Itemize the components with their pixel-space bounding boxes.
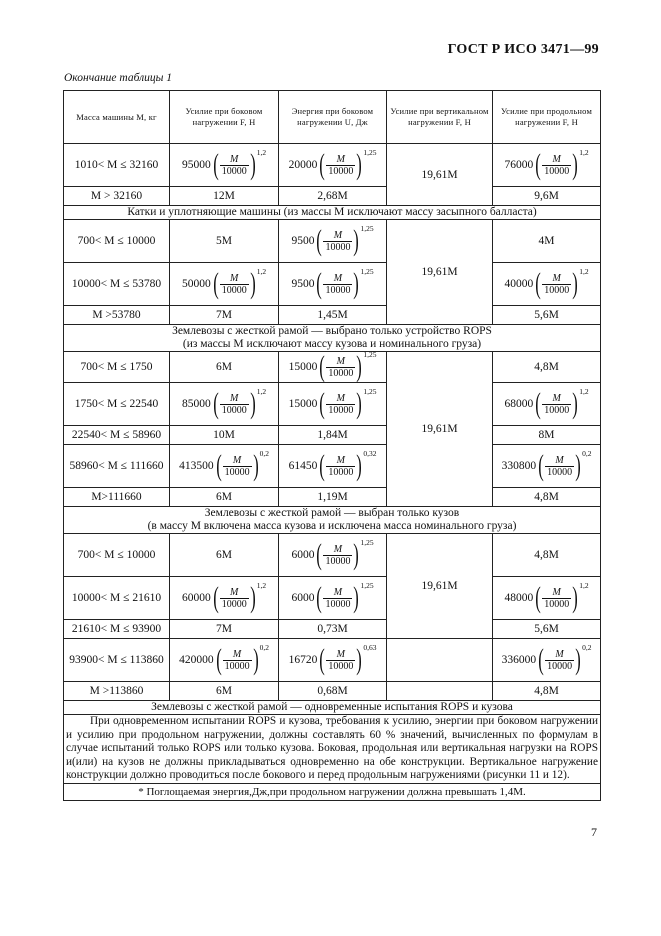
formula-cell bbox=[279, 445, 387, 488]
formula-cell bbox=[493, 577, 601, 620]
mass-cell: 21610< M ≤ 93900 bbox=[64, 620, 170, 639]
mass-cell: M >113860 bbox=[64, 682, 170, 701]
formula-paren: ) bbox=[356, 449, 363, 482]
formula-fraction bbox=[326, 393, 355, 416]
formula-fraction bbox=[542, 587, 571, 610]
formula-cell bbox=[493, 144, 601, 187]
formula-cell bbox=[279, 577, 387, 620]
formula-coefficient: 336000 bbox=[501, 654, 537, 666]
formula-paren: ( bbox=[535, 148, 541, 181]
section-title-line: Землевозы с жесткой рамой — выбран только кузов bbox=[204, 507, 460, 519]
formula bbox=[182, 269, 266, 299]
formula-exponent: 1,25 bbox=[363, 387, 377, 396]
table-row bbox=[64, 306, 601, 325]
formula bbox=[291, 269, 373, 299]
formula-coefficient: 15000 bbox=[288, 398, 318, 410]
formula bbox=[291, 583, 373, 613]
formula bbox=[291, 540, 373, 570]
formula-numerator: M bbox=[232, 648, 242, 660]
formula-cell bbox=[279, 534, 387, 577]
mass-cell: 700< M ≤ 1750 bbox=[64, 352, 170, 383]
value-cell: 12M bbox=[170, 187, 279, 206]
formula-coefficient: 48000 bbox=[504, 592, 534, 604]
formula-paren: ) bbox=[572, 387, 578, 420]
mass-cell: 1750< M ≤ 22540 bbox=[64, 383, 170, 426]
table-caption: Окончание таблицы 1 bbox=[64, 72, 172, 84]
table-row bbox=[64, 220, 601, 263]
formula-paren: ) bbox=[572, 581, 578, 614]
formula-coefficient: 9500 bbox=[291, 278, 315, 290]
formula-numerator: M bbox=[333, 586, 343, 598]
section-title: Катки и уплотняющие машины (из массы M исключают массу засыпного балласта) bbox=[64, 206, 601, 220]
formula-cell bbox=[279, 639, 387, 682]
formula-coefficient: 68000 bbox=[504, 398, 534, 410]
column-header: Энергия при боковом нагружении U, Дж bbox=[279, 91, 387, 144]
formula-denominator: 10000 bbox=[325, 598, 351, 610]
formula-paren: ) bbox=[353, 224, 360, 257]
vertical-force-cell: 19,61M bbox=[387, 352, 493, 507]
formula-paren: ) bbox=[249, 387, 256, 420]
formula-coefficient: 95000 bbox=[181, 159, 211, 171]
formula-exponent: 0,2 bbox=[259, 449, 269, 458]
formula-cell bbox=[279, 220, 387, 263]
formula-paren: ( bbox=[319, 643, 326, 676]
formula-paren: ( bbox=[212, 387, 219, 420]
footnote: * Поглощаемая энергия,Дж,при продольном нагружении должна превышать 1,4M. bbox=[64, 783, 601, 800]
requirements-table bbox=[63, 90, 601, 801]
value-cell: 8M bbox=[493, 426, 601, 445]
section-title: Землевозы с жесткой рамой — одновременные испытания ROPS и кузова bbox=[64, 701, 601, 715]
formula bbox=[289, 352, 377, 382]
vertical-force-cell: 19,61M bbox=[387, 144, 493, 206]
note-cell bbox=[64, 715, 601, 784]
value-cell: 0,68M bbox=[279, 682, 387, 701]
section-title-line: (из массы M исключают массу кузова и номинального груза) bbox=[182, 338, 482, 350]
formula-exponent: 1,25 bbox=[360, 538, 374, 547]
formula-denominator: 10000 bbox=[325, 284, 351, 296]
mass-cell: 700< M ≤ 10000 bbox=[64, 220, 170, 263]
table-header-row bbox=[64, 91, 601, 144]
formula-exponent: 1,25 bbox=[363, 350, 377, 359]
formula-cell bbox=[170, 383, 279, 426]
value-cell: 4M bbox=[493, 220, 601, 263]
formula-denominator: 10000 bbox=[544, 598, 570, 610]
formula-coefficient: 9500 bbox=[291, 235, 315, 247]
formula bbox=[289, 150, 377, 180]
formula-fraction bbox=[542, 154, 571, 177]
column-header: Усилие при вертикальном нагружении F, Н bbox=[387, 91, 493, 144]
formula-paren: ( bbox=[535, 581, 541, 614]
formula-cell bbox=[170, 639, 279, 682]
formula-paren: ) bbox=[572, 148, 578, 181]
note-paragraph: При одновременном испытании ROPS и кузова, требования к усилию, энергии при боковом нагружении и усилию при продольном нагружении, должны составлять 60 % значений, вычисленных по формулам в случае испытаний только ROPS или только кузова. Боковая, продольная или вертикальная нагрузки на ROPS и(или) на кузов не должны прикладываться одновременно на обе конструкции. Вертикальное нагружение конструкции должно проводиться после бокового и перед продольным нагружениями (рисунки 11 и 12). bbox=[66, 715, 598, 781]
formula-cell bbox=[279, 383, 387, 426]
formula-exponent: 1,2 bbox=[579, 148, 589, 157]
formula-cell bbox=[170, 577, 279, 620]
formula-paren: ) bbox=[249, 267, 256, 300]
formula-coefficient: 50000 bbox=[181, 278, 211, 290]
formula-numerator: M bbox=[336, 648, 345, 660]
formula-exponent: 0,2 bbox=[582, 643, 592, 652]
formula-coefficient: 20000 bbox=[288, 159, 318, 171]
formula-exponent: 1,25 bbox=[360, 581, 374, 590]
formula-denominator: 10000 bbox=[544, 404, 570, 416]
formula-coefficient: 15000 bbox=[288, 361, 318, 373]
formula-numerator: M bbox=[232, 454, 242, 466]
value-cell: 6M bbox=[170, 352, 279, 383]
formula-numerator: M bbox=[230, 153, 239, 165]
formula-numerator: M bbox=[230, 586, 239, 598]
section-title bbox=[64, 325, 601, 352]
section-title bbox=[64, 507, 601, 534]
formula-exponent: 0,32 bbox=[363, 449, 377, 458]
formula-denominator: 10000 bbox=[221, 404, 247, 416]
formula bbox=[182, 150, 266, 180]
mass-cell: M > 32160 bbox=[64, 187, 170, 206]
formula-denominator: 10000 bbox=[328, 466, 354, 478]
formula-numerator: M bbox=[552, 586, 561, 598]
formula-cell bbox=[279, 352, 387, 383]
formula-denominator: 10000 bbox=[328, 367, 354, 379]
formula-fraction bbox=[220, 393, 249, 416]
formula-fraction bbox=[323, 587, 352, 610]
formula-numerator: M bbox=[230, 392, 239, 404]
formula-fraction bbox=[326, 455, 355, 478]
formula-paren: ) bbox=[252, 643, 259, 676]
formula bbox=[291, 226, 373, 256]
formula-exponent: 1,25 bbox=[363, 148, 377, 157]
formula bbox=[504, 389, 588, 419]
formula-numerator: M bbox=[230, 272, 239, 284]
formula-paren: ( bbox=[212, 581, 219, 614]
formula-denominator: 10000 bbox=[221, 598, 247, 610]
formula-numerator: M bbox=[333, 229, 343, 241]
formula-paren: ( bbox=[319, 387, 326, 420]
empty-cell bbox=[387, 639, 493, 682]
formula-numerator: M bbox=[555, 454, 564, 466]
value-cell: 10M bbox=[170, 426, 279, 445]
value-cell: 1,45M bbox=[279, 306, 387, 325]
value-cell: 6M bbox=[170, 682, 279, 701]
formula-paren: ( bbox=[535, 387, 541, 420]
formula-paren: ( bbox=[319, 148, 326, 181]
formula-fraction bbox=[545, 649, 574, 672]
formula-denominator: 10000 bbox=[328, 165, 354, 177]
formula-paren: ) bbox=[353, 581, 360, 614]
formula-denominator: 10000 bbox=[328, 660, 354, 672]
value-cell: 4,8M bbox=[493, 682, 601, 701]
formula-paren: ( bbox=[316, 224, 323, 257]
value-cell: 2,68M bbox=[279, 187, 387, 206]
formula-exponent: 1,2 bbox=[579, 387, 589, 396]
formula-denominator: 10000 bbox=[547, 466, 573, 478]
formula-paren: ) bbox=[249, 581, 256, 614]
formula-paren: ( bbox=[535, 267, 541, 300]
formula bbox=[179, 645, 269, 675]
table-row bbox=[64, 445, 601, 488]
formula-paren: ( bbox=[538, 449, 544, 482]
formula-coefficient: 330800 bbox=[501, 460, 537, 472]
formula-paren: ( bbox=[319, 350, 326, 383]
vertical-force-cell: 19,61M bbox=[387, 220, 493, 325]
value-cell: 5M bbox=[170, 220, 279, 263]
mass-cell: 10000< M ≤ 21610 bbox=[64, 577, 170, 620]
formula-denominator: 10000 bbox=[547, 660, 573, 672]
formula-paren: ( bbox=[212, 267, 219, 300]
value-cell: 5,6M bbox=[493, 306, 601, 325]
formula bbox=[179, 451, 269, 481]
formula-denominator: 10000 bbox=[325, 241, 351, 253]
formula-fraction bbox=[545, 455, 574, 478]
formula-exponent: 1,2 bbox=[256, 387, 267, 396]
formula-cell bbox=[493, 639, 601, 682]
vertical-force-cell: 19,61M bbox=[387, 534, 493, 639]
formula-exponent: 1,2 bbox=[579, 581, 589, 590]
formula-paren: ) bbox=[572, 267, 578, 300]
formula-coefficient: 16720 bbox=[288, 654, 318, 666]
formula-exponent: 1,2 bbox=[256, 148, 267, 157]
formula-fraction bbox=[223, 649, 252, 672]
formula-paren: ( bbox=[316, 267, 323, 300]
formula-fraction bbox=[542, 273, 571, 296]
formula-numerator: M bbox=[552, 272, 561, 284]
value-cell: 0,73M bbox=[279, 620, 387, 639]
formula-exponent: 1,2 bbox=[256, 581, 267, 590]
formula-cell bbox=[170, 144, 279, 187]
section-title-line: (в массу M включена масса кузова и исключена масса номинального груза) bbox=[147, 520, 517, 532]
column-header: Масса машины M, кг bbox=[64, 91, 170, 144]
value-cell: 4,8M bbox=[493, 488, 601, 507]
formula-coefficient: 76000 bbox=[504, 159, 534, 171]
formula-coefficient: 85000 bbox=[181, 398, 211, 410]
formula-fraction bbox=[323, 230, 352, 253]
mass-cell: 93900< M ≤ 113860 bbox=[64, 639, 170, 682]
formula-fraction bbox=[220, 154, 249, 177]
formula-denominator: 10000 bbox=[544, 165, 570, 177]
formula-denominator: 10000 bbox=[328, 404, 354, 416]
formula-exponent: 0,63 bbox=[363, 643, 377, 652]
formula-paren: ) bbox=[575, 449, 581, 482]
formula-paren: ) bbox=[356, 387, 363, 420]
formula-denominator: 10000 bbox=[221, 165, 247, 177]
mass-cell: 700< M ≤ 10000 bbox=[64, 534, 170, 577]
table-row bbox=[64, 187, 601, 206]
formula-paren: ) bbox=[252, 449, 259, 482]
formula-paren: ( bbox=[316, 538, 323, 571]
mass-cell: M >53780 bbox=[64, 306, 170, 325]
formula-paren: ( bbox=[316, 581, 323, 614]
empty-cell bbox=[387, 682, 493, 701]
formula bbox=[289, 451, 377, 481]
formula-numerator: M bbox=[336, 355, 345, 367]
formula-exponent: 1,2 bbox=[256, 267, 267, 276]
formula-fraction bbox=[323, 273, 352, 296]
document-title: ГОСТ Р ИСО 3471—99 bbox=[447, 42, 599, 57]
formula-coefficient: 6000 bbox=[291, 549, 315, 561]
table-row bbox=[64, 534, 601, 577]
table-row bbox=[64, 383, 601, 426]
formula-fraction bbox=[323, 544, 352, 567]
mass-cell: 22540< M ≤ 58960 bbox=[64, 426, 170, 445]
value-cell: 1,19M bbox=[279, 488, 387, 507]
mass-cell: 10000< M ≤ 53780 bbox=[64, 263, 170, 306]
formula-paren: ( bbox=[212, 148, 219, 181]
formula bbox=[289, 645, 377, 675]
table-row bbox=[64, 352, 601, 383]
formula-paren: ( bbox=[538, 643, 544, 676]
formula-paren: ) bbox=[356, 643, 363, 676]
formula-cell bbox=[493, 383, 601, 426]
mass-cell: M>111660 bbox=[64, 488, 170, 507]
formula-coefficient: 60000 bbox=[181, 592, 211, 604]
formula-paren: ) bbox=[353, 538, 360, 571]
value-cell: 6M bbox=[170, 534, 279, 577]
formula-exponent: 1,2 bbox=[579, 267, 589, 276]
formula-cell bbox=[279, 263, 387, 306]
formula-fraction bbox=[220, 587, 249, 610]
formula-denominator: 10000 bbox=[221, 284, 247, 296]
formula-denominator: 10000 bbox=[224, 660, 250, 672]
formula-paren: ) bbox=[356, 350, 363, 383]
formula-cell bbox=[279, 144, 387, 187]
value-cell: 6M bbox=[170, 488, 279, 507]
table-row bbox=[64, 144, 601, 187]
formula-numerator: M bbox=[336, 454, 345, 466]
formula-paren: ) bbox=[249, 148, 256, 181]
formula-exponent: 0,2 bbox=[582, 449, 592, 458]
formula-cell bbox=[170, 263, 279, 306]
formula-numerator: M bbox=[333, 272, 343, 284]
formula-coefficient: 40000 bbox=[504, 278, 534, 290]
formula-coefficient: 6000 bbox=[291, 592, 315, 604]
formula-numerator: M bbox=[333, 543, 343, 555]
formula bbox=[502, 451, 592, 481]
value-cell: 7M bbox=[170, 620, 279, 639]
page-number: 7 bbox=[591, 825, 597, 839]
formula-denominator: 10000 bbox=[224, 466, 250, 478]
section-title-line: Землевозы с жесткой рамой — выбрано только устройство ROPS bbox=[172, 325, 492, 337]
table-row bbox=[64, 577, 601, 620]
formula-fraction bbox=[326, 356, 355, 379]
table-row bbox=[64, 263, 601, 306]
formula-paren: ( bbox=[215, 643, 222, 676]
formula-coefficient: 61450 bbox=[288, 460, 318, 472]
formula bbox=[504, 583, 588, 613]
formula-paren: ( bbox=[215, 449, 222, 482]
formula bbox=[182, 389, 266, 419]
table-row bbox=[64, 639, 601, 682]
formula-coefficient: 413500 bbox=[179, 460, 214, 472]
formula bbox=[504, 150, 588, 180]
formula-cell bbox=[170, 445, 279, 488]
formula-numerator: M bbox=[555, 648, 564, 660]
formula-paren: ) bbox=[356, 148, 363, 181]
formula-numerator: M bbox=[336, 392, 345, 404]
formula-paren: ) bbox=[353, 267, 360, 300]
formula-exponent: 1,25 bbox=[360, 224, 374, 233]
formula-cell bbox=[493, 445, 601, 488]
table-row bbox=[64, 488, 601, 507]
formula-fraction bbox=[220, 273, 249, 296]
formula-numerator: M bbox=[552, 153, 561, 165]
formula bbox=[182, 583, 266, 613]
value-cell: 4,8M bbox=[493, 534, 601, 577]
formula-numerator: M bbox=[336, 153, 345, 165]
mass-cell: 1010< M ≤ 32160 bbox=[64, 144, 170, 187]
formula-numerator: M bbox=[552, 392, 561, 404]
column-header: Усилие при продольном нагружении F, Н bbox=[493, 91, 601, 144]
formula-coefficient: 420000 bbox=[179, 654, 214, 666]
value-cell: 4,8M bbox=[493, 352, 601, 383]
table-row bbox=[64, 620, 601, 639]
value-cell: 1,84M bbox=[279, 426, 387, 445]
formula bbox=[504, 269, 588, 299]
formula-exponent: 1,25 bbox=[360, 267, 374, 276]
formula-fraction bbox=[326, 649, 355, 672]
column-header: Усилие при боковом нагружении F, Н bbox=[170, 91, 279, 144]
formula-fraction bbox=[326, 154, 355, 177]
formula-fraction bbox=[542, 393, 571, 416]
value-cell: 9,6M bbox=[493, 187, 601, 206]
formula-paren: ) bbox=[575, 643, 581, 676]
formula-denominator: 10000 bbox=[325, 555, 351, 567]
formula-paren: ( bbox=[319, 449, 326, 482]
table-row bbox=[64, 682, 601, 701]
formula bbox=[289, 389, 377, 419]
formula-fraction bbox=[223, 455, 252, 478]
formula bbox=[502, 645, 592, 675]
value-cell: 5,6M bbox=[493, 620, 601, 639]
formula-exponent: 0,2 bbox=[259, 643, 269, 652]
formula-denominator: 10000 bbox=[544, 284, 570, 296]
value-cell: 7M bbox=[170, 306, 279, 325]
formula-cell bbox=[493, 263, 601, 306]
mass-cell: 58960< M ≤ 111660 bbox=[64, 445, 170, 488]
table-row bbox=[64, 426, 601, 445]
